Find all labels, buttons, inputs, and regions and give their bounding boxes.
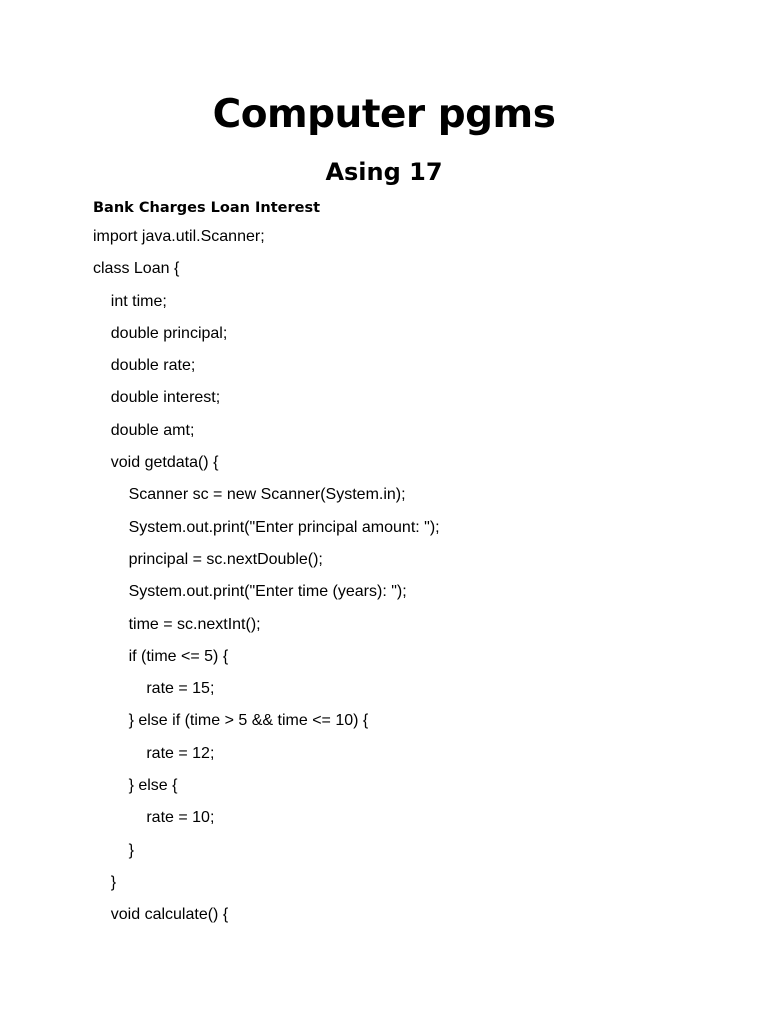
- code-line: System.out.print("Enter principal amount: ");: [93, 518, 440, 536]
- code-line: int time;: [93, 292, 167, 310]
- code-line: }: [93, 873, 117, 891]
- code-line: if (time <= 5) {: [93, 647, 229, 665]
- code-line: void calculate() {: [93, 906, 229, 924]
- code-line: System.out.print("Enter time (years): ");: [93, 583, 407, 601]
- code-line: class Loan {: [93, 260, 180, 278]
- document-title: Computer pgms: [212, 92, 556, 137]
- code-line: rate = 10;: [93, 809, 215, 827]
- code-line: double rate;: [93, 357, 196, 375]
- code-line: double principal;: [93, 324, 228, 342]
- code-line: import java.util.Scanner;: [93, 228, 265, 245]
- code-line: rate = 12;: [93, 744, 215, 762]
- code-line: } else if (time > 5 && time <= 10) {: [93, 712, 369, 730]
- code-line: Scanner sc = new Scanner(System.in);: [93, 486, 406, 504]
- code-line: double interest;: [93, 389, 221, 407]
- code-block: [93, 226, 440, 937]
- code-line: principal = sc.nextDouble();: [93, 550, 323, 568]
- code-line: }: [93, 841, 134, 859]
- code-line: time = sc.nextInt();: [93, 615, 261, 633]
- code-line: rate = 15;: [93, 680, 215, 698]
- code-line: } else {: [93, 777, 178, 795]
- code-line: double amt;: [93, 421, 195, 439]
- section-heading: Bank Charges Loan Interest: [93, 200, 321, 216]
- document-subtitle: Asing 17: [325, 158, 443, 186]
- code-line: void getdata() {: [93, 454, 219, 472]
